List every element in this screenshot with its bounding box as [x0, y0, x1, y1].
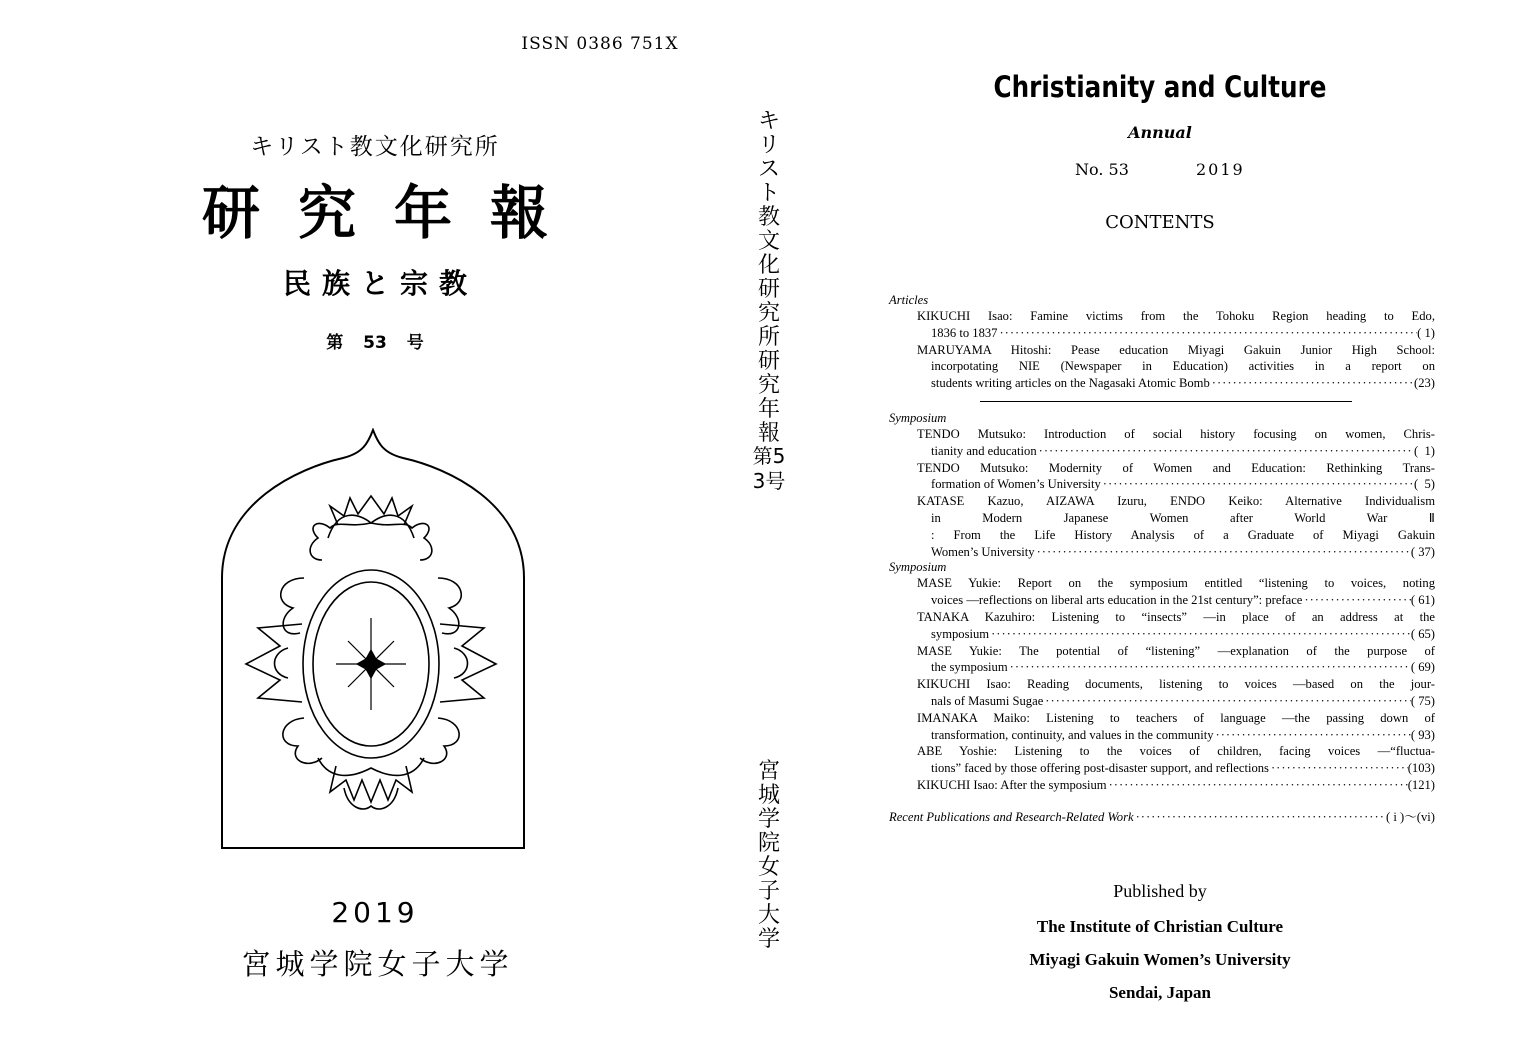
toc-entry-text: TENDO Mutsuko: Introduction of social history focusing on women, Chris-: [917, 426, 1435, 441]
section-label-symposium-2: Symposium: [889, 560, 947, 575]
toc-entry-line: [917, 743, 1435, 760]
toc-entry-recent-publications: [889, 809, 1435, 826]
spine-title: キリスト教文化研究所研究年報: [757, 109, 780, 446]
cover-emblem: [218, 428, 528, 850]
toc-entry-text: TANAKA Kazuhiro: Listening to “insects” —in place of an address at the: [917, 609, 1435, 624]
toc-entry-page: ( 61): [1410, 593, 1435, 608]
toc-entry-line: [917, 626, 1435, 643]
toc-entry-line: [917, 777, 1435, 794]
toc-entry-text: KIKUCHI Isao: Famine victims from the Tohoku Region heading to Edo,: [917, 309, 1435, 323]
toc-entry-text: students writing articles on the Nagasaki Atomic Bomb: [931, 376, 1210, 391]
section-label-symposium-1: Symposium: [889, 410, 947, 425]
toc-entry-text: voices —reflections on liberal arts education in the 21st century”: preface: [931, 593, 1303, 608]
toc-entry-line: [917, 643, 1435, 660]
toc-entry-text: KATASE Kazuo, AIZAWA Izuru, ENDO Keiko: Alternative Individualism: [917, 494, 1435, 509]
section-label-articles: Articles: [889, 293, 929, 307]
publisher-institute: The Institute of Christian Culture: [1036, 917, 1284, 936]
toc-entry-text: in Modern Japanese Women after World War Ⅱ: [931, 510, 1435, 525]
toc-entry-text: tianity and education: [931, 443, 1037, 458]
institute-name-jp: キリスト教文化研究所: [250, 134, 500, 160]
toc-entry-line: [917, 460, 1435, 477]
toc-entry-line: [917, 358, 1435, 375]
journal-title-en: Christianity and Culture: [993, 70, 1327, 104]
toc-entry-page: ( 5): [1414, 477, 1435, 492]
publisher-city: Sendai, Japan: [1108, 983, 1212, 1002]
toc-entry-text: KIKUCHI Isao: Reading documents, listening to voices —based on the jour-: [917, 677, 1435, 692]
toc-entry-line: [917, 544, 1435, 561]
toc-entry-line: [917, 527, 1435, 544]
toc-entry: [889, 426, 1435, 460]
contents-heading: CONTENTS: [1105, 212, 1215, 233]
cover-year: 2019: [331, 896, 419, 929]
toc-entry-text: incorpotating NIE (Newspaper in Education) activities in a report on: [931, 359, 1435, 374]
toc-entry-line: [917, 592, 1435, 609]
issue-theme-jp: 民族と宗教: [282, 267, 478, 300]
toc-entry-line: [917, 325, 1435, 342]
journal-title-jp: 研究年報: [201, 179, 586, 247]
published-by-label: Published by: [1113, 881, 1207, 901]
issue-number-jp: 第 53 号: [326, 333, 424, 353]
articles-list: [889, 308, 1435, 392]
toc-entry-page: ( 65): [1410, 626, 1435, 641]
toc-entry: [889, 493, 1435, 560]
toc-entry: [889, 308, 1435, 342]
toc-entry-line: [917, 693, 1435, 710]
toc-entry-line: [917, 426, 1435, 443]
toc-entry-page: ( 93): [1410, 727, 1435, 742]
toc-entry-line: [917, 308, 1435, 325]
toc-entry-line: [917, 727, 1435, 744]
toc-entry-text: MARUYAMA Hitoshi: Pease education Miyagi Gakuin Junior High School:: [917, 342, 1435, 357]
university-name-jp: 宮城学院女子大学: [241, 947, 514, 981]
toc-entry-text: transformation, continuity, and values in the community: [931, 727, 1214, 742]
toc-entry-line: [917, 575, 1435, 592]
toc-entry-text: formation of Women’s University: [931, 477, 1101, 492]
toc-entry-page: ( 75): [1410, 693, 1435, 708]
toc-entry: [889, 643, 1435, 677]
toc-entry-text: : From the Life History Analysis of a Graduate of Miyagi Gakuin: [931, 527, 1435, 542]
section-divider: [980, 401, 1352, 402]
toc-entry: [889, 743, 1435, 777]
toc-entry-text: TENDO Mutsuko: Modernity of Women and Education: Rethinking Trans-: [917, 460, 1435, 475]
recent-publications-label: Recent Publications and Research-Related Work: [889, 809, 1134, 824]
toc-entry: [889, 460, 1435, 494]
toc-entry-text: tions” faced by those offering post-disaster support, and reflections: [931, 761, 1269, 776]
recent-publications-page: ( i )～(vi): [1386, 809, 1435, 824]
toc-entry-line: [917, 609, 1435, 626]
symposium-1-list: [889, 426, 1435, 560]
toc-entry: [889, 575, 1435, 609]
toc-entry-text: the symposium: [931, 660, 1008, 675]
spine-issue: 第53号: [752, 444, 786, 493]
issue-number: No. 53: [1075, 160, 1129, 179]
toc-entry: [889, 710, 1435, 744]
toc-entry: [889, 609, 1435, 643]
toc-entry-line: [917, 659, 1435, 676]
publisher-university: Miyagi Gakuin Women’s University: [1029, 950, 1291, 969]
toc-entry-text: MASE Yukie: Report on the symposium entitled “listening to voices, noting: [917, 576, 1435, 591]
toc-entry-text: 1836 to 1837: [931, 325, 998, 340]
toc-entry-text: symposium: [931, 626, 990, 641]
symposium-2-list: [889, 575, 1435, 793]
toc-entry-line: [917, 375, 1435, 392]
issn-number: ISSN 0386 751X: [521, 34, 679, 54]
toc-entry-line: [917, 710, 1435, 727]
toc-entry-page: ( 1): [1417, 325, 1435, 340]
toc-entry-line: [917, 510, 1435, 527]
toc-entry-line: [917, 760, 1435, 777]
toc-entry-line: [917, 476, 1435, 493]
issue-year: 2019: [1196, 160, 1245, 179]
toc-entry-page: (121): [1407, 777, 1435, 792]
toc-entry-text: IMANAKA Maiko: Listening to teachers of language —the passing down of: [917, 710, 1435, 725]
toc-entry-text: nals of Masumi Sugae: [931, 693, 1044, 708]
spine-university: 宮城学院女子大学: [757, 759, 780, 952]
toc-entry-text: ABE Yoshie: Listening to the voices of children, facing voices —“fluctua-: [917, 744, 1435, 759]
table-of-contents: [889, 293, 1435, 826]
toc-entry-page: (23): [1414, 376, 1435, 391]
toc-entry: [889, 342, 1435, 392]
cross-star-icon: [336, 618, 406, 710]
toc-entry-text: MASE Yukie: The potential of “listening” —explanation of the purpose of: [917, 643, 1435, 658]
toc-entry-line: [917, 443, 1435, 460]
toc-entry-page: ( 69): [1410, 660, 1435, 675]
toc-entry-line: [917, 676, 1435, 693]
toc-entry-line: [917, 493, 1435, 510]
toc-entry-page: ( 1): [1414, 443, 1435, 458]
toc-entry-text: Women’s University: [931, 544, 1035, 559]
toc-entry: [889, 676, 1435, 710]
toc-entry: [889, 777, 1435, 794]
toc-entry-line: [917, 342, 1435, 359]
toc-entry-page: (103): [1407, 761, 1435, 776]
annual-label: Annual: [1128, 123, 1192, 142]
toc-entry-page: ( 37): [1410, 544, 1435, 559]
toc-entry-text: KIKUCHI Isao: After the symposium: [917, 777, 1107, 792]
